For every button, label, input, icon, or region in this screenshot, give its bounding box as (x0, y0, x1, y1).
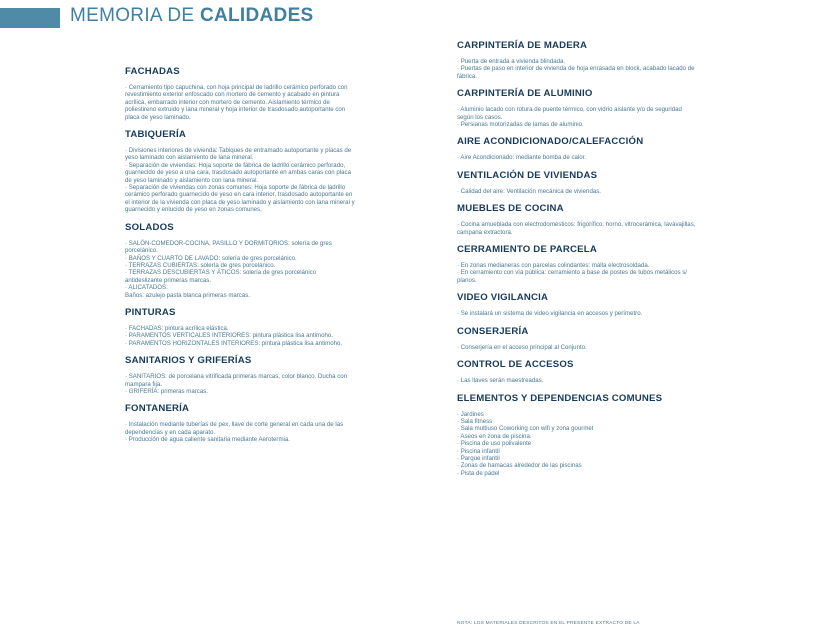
section-line: · Puerta de entrada a vivienda blindada. (457, 58, 566, 65)
section-body (457, 262, 697, 284)
right-column (457, 40, 697, 485)
section-body (457, 154, 697, 161)
section-line: · Conserjería en el acceso principal al Conjunto. (457, 343, 587, 351)
section-line: · Se instalará un sistema de video vigilancia en accesos y perímetro. (457, 310, 643, 318)
section-line: · TERRAZAS CUBIERTAS: solería de gres porcelánico. (125, 261, 276, 269)
section-carpinteria-de-madera (457, 40, 697, 80)
section-heading: CARPINTERÍA DE MADERA (457, 40, 588, 51)
section-line: · SANITARIOS: de porcelana vitrificada primeras marcas, color blanco. Ducha con mampara fija. (125, 373, 348, 388)
section-line: · Instalación mediante tuberías de pex, llave de corte general en cada una de las dependencias y en cada aparato. (125, 421, 344, 436)
section-line: · Sala fitness (457, 417, 493, 425)
section-body (457, 58, 697, 80)
section-heading: MUEBLES DE COCINA (457, 203, 564, 215)
section-line: · Las llaves serán maestreadas. (457, 377, 544, 385)
section-heading: CONSERJERÍA (457, 325, 529, 337)
section-body (125, 84, 355, 121)
section-line: · Parque infantil (457, 454, 500, 462)
section-control-de-accesos (457, 359, 697, 384)
section-line: · Aseos en zona de piscina. (457, 432, 532, 440)
section-line: · ALICATADOS: (125, 284, 168, 292)
section-solados (125, 222, 355, 299)
section-body (457, 377, 697, 384)
section-heading: CONTROL DE ACCESOS (457, 359, 574, 371)
section-heading: VENTILACIÓN DE VIVIENDAS (457, 169, 598, 181)
section-heading: AIRE ACONDICIONADO/CALEFACCIÓN (457, 136, 644, 148)
section-heading: ELEMENTOS Y DEPENDENCIAS COMUNES (457, 392, 663, 404)
section-body (125, 240, 355, 299)
section-line: · Jardines (457, 410, 484, 418)
section-heading: FACHADAS (125, 66, 180, 77)
section-line: · Calidad del aire: Ventilación mecánica de viviendas. (457, 187, 601, 195)
section-line: · Producción de agua caliente sanitaria mediante Aerotermia. (125, 436, 290, 444)
section-line: · GRIFERÍA: primeras marcas. (125, 387, 208, 395)
section-line: Baños: azulejo pasta blanca primeras marcas. (125, 291, 250, 299)
section-line: · Persianas motorizadas de lamas de aluminio. (457, 121, 584, 129)
section-body (457, 310, 697, 317)
section-heading: PINTURAS (125, 306, 176, 318)
section-line: · SALÓN-COMEDOR-COCINA, PASILLO Y DORMITORIOS: solería de gres porcelánico. (125, 239, 332, 255)
section-video-vigilancia (457, 292, 697, 317)
section-elementos-y-dependencias-comunes (457, 393, 697, 478)
left-column (125, 66, 355, 452)
title-bold: CALIDADES (199, 5, 314, 26)
section-line: · Piscina de uso polivalente (457, 440, 532, 448)
section-body (125, 147, 355, 214)
section-fachadas (125, 66, 355, 121)
section-conserjeria (457, 326, 697, 351)
section-line: · Sala multiuso Coworking con wifi y zona gourmet (457, 425, 594, 433)
section-body (457, 221, 697, 236)
section-line: · En zonas medianeras con parcelas colindantes: malla electrosoldada. (457, 262, 650, 270)
section-heading: VIDEO VIGILANCIA (457, 292, 549, 304)
section-line: · BAÑOS Y CUARTO DE LAVADO: solería de gres porcelánico. (125, 254, 297, 262)
title-accent-bar (0, 8, 60, 28)
section-heading: FONTANERÍA (125, 403, 190, 415)
section-body (457, 411, 697, 478)
section-body (457, 344, 697, 351)
section-line: · Puertas de paso en interior de vivienda de hoja enrasada en block, acabado lacado de fábrica. (457, 65, 695, 80)
section-heading: CARPINTERÍA DE ALUMINIO (457, 88, 593, 100)
section-body (125, 421, 355, 443)
section-heading: TABIQUERÍA (125, 129, 186, 141)
title-regular: MEMORIA DE (70, 5, 200, 26)
section-heading: CERRAMIENTO DE PARCELA (457, 244, 597, 256)
section-line: · Aluminio lacado con rotura de puente térmico, con vidrio aislante y/o de seguridad según los casos. (457, 106, 682, 121)
section-muebles-de-cocina (457, 203, 697, 236)
section-line: · PARAMENTOS VERTICALES INTERIORES: pintura plástica lisa antimoho. (125, 332, 333, 340)
section-tabiqueria (125, 129, 355, 214)
page-title (70, 5, 314, 27)
section-cerramiento-de-parcela (457, 244, 697, 284)
section-line: · Cocina amueblada con electrodomésticos: frigorífico, horno, vitrocerámica, lavavajillas, campana extractora. (457, 221, 696, 236)
section-line: · Divisiones interiores de vivienda: Tabiques de entramado autoportante y placas de yeso laminado con aislamiento de lana mineral. (125, 147, 352, 162)
section-ventilacion-de-viviendas (457, 170, 697, 195)
section-line: · TERRAZAS DESCUBIERTAS Y ÁTICOS: solería de gres porcelánico antideslizante primeras marcas. (125, 269, 317, 284)
section-line: · Pista de pádel (457, 469, 500, 477)
section-line: · Separación de viviendas: Hoja soporte de fábrica de ladrillo cerámico perforado, guarnecido de yeso a una cara, trasdosado autoportante en ambas caras con placa de yeso laminado y aislamiento con lana mineral. (125, 161, 351, 184)
section-line: · Zonas de hamacas alrededor de las piscinas (457, 462, 582, 470)
section-pinturas (125, 307, 355, 347)
section-line: · En cerramiento con vía pública: cerramiento a base de postes de tubos metálicos s/ planos. (457, 269, 687, 284)
section-body (125, 325, 355, 347)
section-line: · Cerramiento tipo capuchina, con hoja principal de ladrillo cerámico perforado con revestimiento exterior enfoscado con mortero de cemento y acabado en pintura acrílica, embarrado interior con mortero de cemento. Aislamiento térmico de poliestireno extruido y lana mineral y hoja interior de trasdosado autoportante con placa de yeso laminado. (125, 84, 348, 121)
section-fontaneria (125, 403, 355, 443)
footer-note: NOTA: LOS MATERIALES DESCRITOS EN EL PRESENTE EXTRACTO DE LA (457, 621, 640, 626)
section-heading: SANITARIOS Y GRIFERÍAS (125, 355, 252, 367)
section-line: · PARAMENTOS HORIZONTALES INTERIORES: pintura plástica lisa antimoho. (125, 339, 343, 347)
section-line: · Aire Acondicionado: mediante bomba de calor. (457, 154, 587, 162)
section-line: · Piscina infantil (457, 447, 500, 455)
section-body (125, 373, 355, 395)
section-carpinteria-de-aluminio (457, 88, 697, 128)
section-body (457, 188, 697, 195)
section-line: · FACHADAS: pintura acrílica elástica. (125, 324, 229, 332)
section-aire-acondicionado-calefaccion (457, 136, 697, 161)
section-body (457, 106, 697, 128)
section-line: · Separación de viviendas con zonas comunes: Hoja soporte de fábrica de ladrillo cerámico perforado guarnecido de yeso en cara interior, trasdosado autoportante en el interior de la vivienda con placa de yeso laminado y aislamiento con lana mineral y guarnecido y enlucido de yeso en zonas comunes. (125, 184, 355, 214)
section-heading: SOLADOS (125, 221, 174, 233)
section-sanitarios-y-griferias (125, 355, 355, 395)
